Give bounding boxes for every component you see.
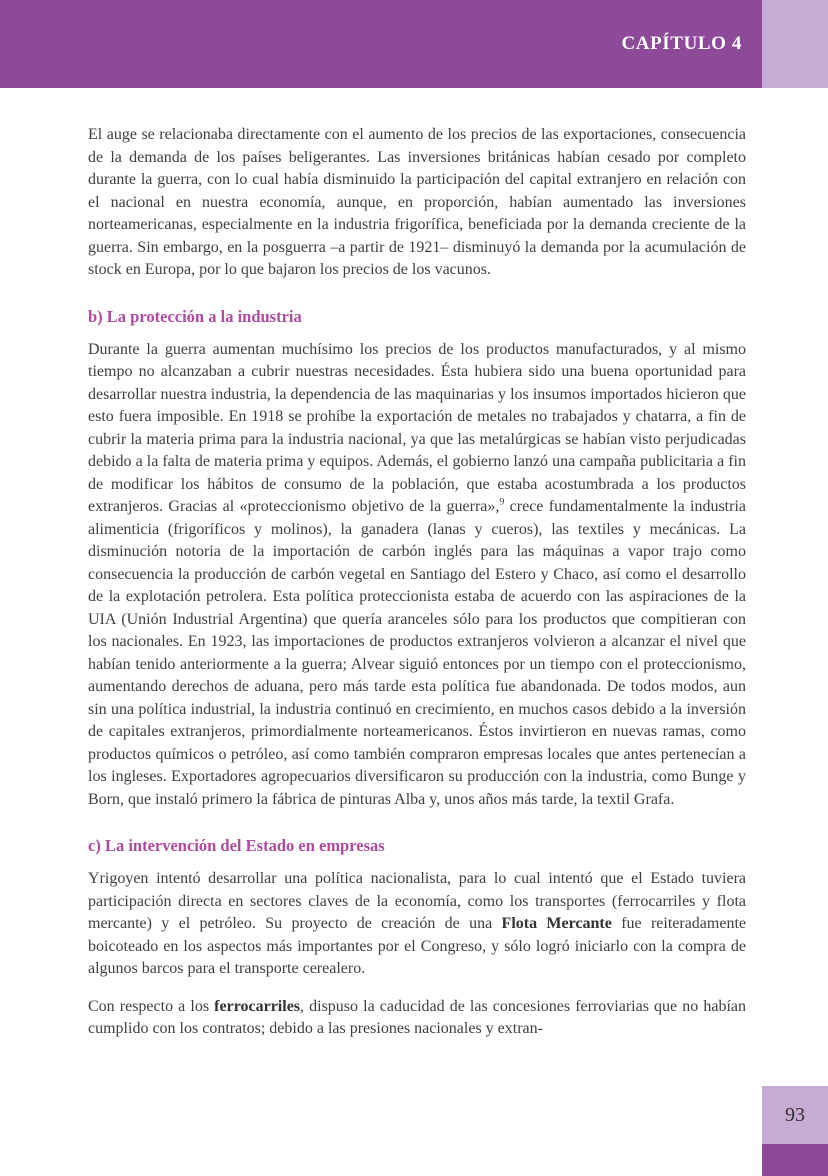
- chapter-header-bar: [0, 0, 762, 88]
- paragraph-intro: El auge se relacionaba directamente con el aumento de los precios de las exportaciones, consecuencia de la demanda de los países beligerantes. Las inversiones británicas habían cesado por completo durante la guerra, con lo cual había disminuido la participación del capital extranjero en relación con el nacional en nuestra economía, aunque, en proporción, habían aumentado las inversiones norteamericanas, especialmente en la industria frigorífica, beneficiada por la demanda creciente de la guerra. Sin embargo, en la posguerra –a partir de 1921– disminuyó la demanda por la acumulación de stock en Europa, por lo que bajaron los precios de los vacunos.: [88, 126, 746, 278]
- paragraph-intervencion-estado-1: Yrigoyen intentó desarrollar una política nacionalista, para lo cual intentó que el Estado tuviera participación directa en sectores claves de la economía, como los transportes (ferrocarriles y flota mercante) y el petróleo. Su proyecto de creación de una Flota Mercante fue reiteradamente boicoteado en los aspectos más importantes por el Congreso, y sólo logró iniciarlo con la compra de algunos barcos para el transporte cerealero.: [88, 870, 747, 977]
- accent-strip-top: [762, 0, 828, 88]
- page-number: 93: [785, 1103, 805, 1126]
- page-content: [88, 124, 746, 1056]
- section-heading-c: c) La intervención del Estado en empresas: [88, 836, 385, 855]
- paragraph-intervencion-estado-2: Con respecto a los ferrocarriles, dispuso la caducidad de las concesiones ferroviarias que no habían cumplido con los contratos; debido a las presiones nacionales y extran-: [88, 997, 746, 1037]
- page-number-box: [762, 1086, 828, 1144]
- section-heading-b: b) La protección a la industria: [88, 306, 302, 326]
- paragraph-proteccion-industria: Durante la guerra aumentan muchísimo los precios de los productos manufacturados, y al mismo tiempo no alcanzaban a cubrir nuestras necesidades. Ésta hubiera sido una buena oportunidad para desarrollar nuestra industria, la dependencia de las maquinarias y los insumos importados hicieron que esto fuera imposible. En 1918 se prohíbe la exportación de metales no trabajados y chatarra, a fin de cubrir la materia prima para la industria nacional, ya que las metalúrgicas se habían visto perjudicadas debido a la falta de materia prima y equipos. Además, el gobierno lanzó una campaña publicitaria a fin de modificar los hábitos de consumo de la población, que estaba acostumbrada a los productos extranjeros. Gracias al «proteccionismo objetivo de la guerra»,$^9$ crece fundamentalmente la industria alimenticia (frigoríficos y molinos), la ganadera (lanas y cueros), las textiles y mecánicas. La disminución notoria de la importación de carbón inglés para las máquinas a vapor trajo como consecuencia la producción de carbón vegetal en Santiago del Estero y Chaco, así como el desarrollo de la explotación petrolera. Esta política proteccionista estaba de acuerdo con las aspiraciones de la UIA (Unión Industrial Argentina) que quería aranceles sólo para los productos que compitieran con los nacionales. En 1923, las importaciones de productos extranjeros volvieron a alcanzar el nivel que habían tenido anteriormente a la guerra; Alvear siguió entonces por un tiempo con el proteccionismo, aumentando derechos de aduana, pero más tarde esta política fue abandonada. De todos modos, aun sin una política industrial, la industria continuó en crecimiento, en muchos casos debido a la inversión de capitales extranjeros, primordialmente norteamericanos. Éstos invirtieron en nuevas ramas, como productos químicos o petróleo, así como también compraron empresas locales que antes pertenecían a los ingleses. Exportadores agropecuarios diversificaron su producción con la industria, como Bunge y Born, que instaló primero la fábrica de pinturas Alba y, unos años más tarde, la textil Grafa.: [88, 340, 746, 808]
- accent-strip-bottom: [762, 1144, 828, 1176]
- chapter-title: CAPÍTULO 4: [621, 33, 742, 54]
